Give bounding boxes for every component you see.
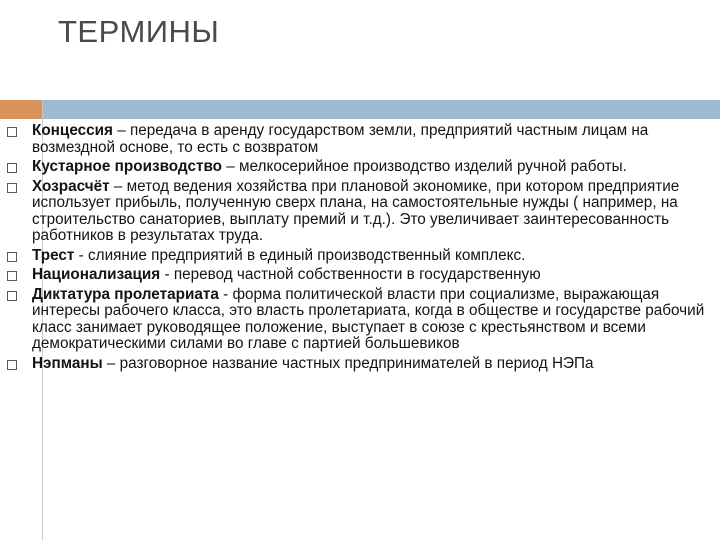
accent-bar-orange (0, 100, 42, 119)
term-label: Трест (32, 246, 75, 264)
square-bullet-icon (7, 252, 17, 262)
list-item (0, 248, 712, 265)
list-item (0, 287, 712, 353)
term-definition: - форма политической власти при социализме, выражающая интересы рабочего класса, это власть пролетариата, когда в обществе и государстве рабочий класс занимает руководящее положение, выступает в союзе с крестьянством и всеми демократическими силами во главе с партией большевиков (32, 285, 705, 352)
slide-title: ТЕРМИНЫ (58, 14, 220, 49)
term-label: Нэпманы (32, 354, 103, 372)
terms-list (0, 123, 712, 375)
list-item (0, 179, 712, 245)
list-item (0, 267, 712, 284)
term-definition: – метод ведения хозяйства при плановой экономике, при котором предприятие использует прибыль, полученную сверх плана, на самостоятельные нужды ( например, на строительство санаториев, выплату премий и т.д.). Это увеличивает заинтересованность работников в результатах труда. (32, 177, 680, 244)
term-definition: – мелкосерийное производство изделий ручной работы. (222, 158, 627, 175)
square-bullet-icon (7, 183, 17, 193)
term-definition: - перевод частной собственности в государственную (160, 266, 541, 283)
term-label: Национализация (32, 266, 161, 283)
term-label: Кустарное производство (32, 158, 222, 175)
square-bullet-icon (7, 127, 17, 137)
term-definition: – разговорное название частных предпринимателей в период НЭПа (102, 354, 594, 372)
list-item (0, 159, 712, 176)
square-bullet-icon (7, 271, 17, 281)
term-definition: - слияние предприятий в единый производственный комплекс. (74, 246, 526, 264)
term-label: Диктатура пролетариата (32, 285, 219, 303)
accent-bar-blue (42, 100, 720, 119)
term-definition: – передача в аренду государством земли, предприятий частным лицам на возмездной основе, то есть с возвратом (32, 122, 649, 156)
term-label: Концессия (32, 122, 113, 139)
square-bullet-icon (7, 291, 17, 301)
list-item (0, 123, 712, 156)
square-bullet-icon (7, 360, 17, 370)
square-bullet-icon (7, 163, 17, 173)
term-label: Хозрасчёт (32, 177, 110, 195)
list-item (0, 356, 712, 373)
